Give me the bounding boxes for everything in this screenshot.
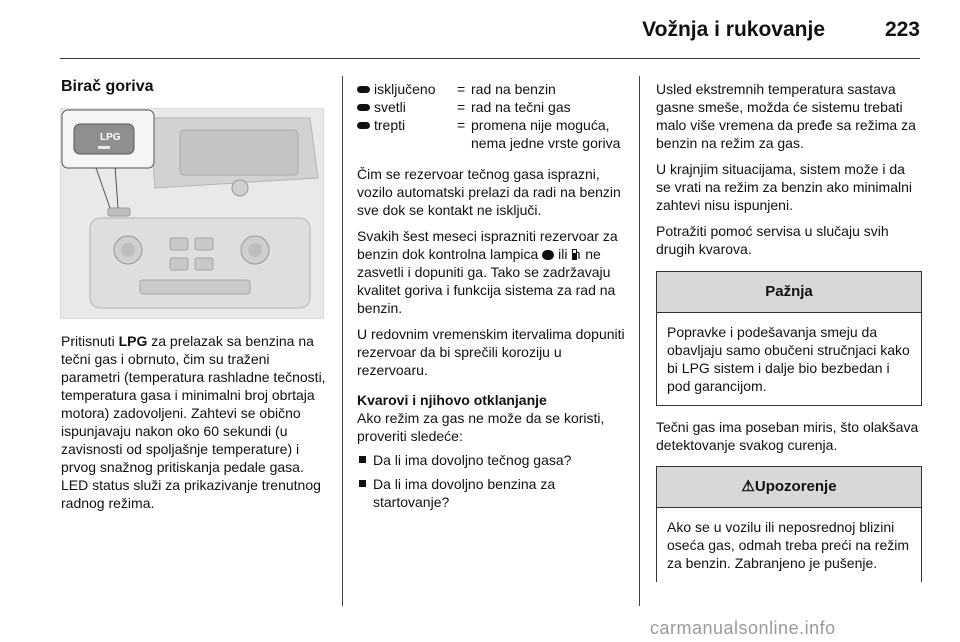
led-dot-icon <box>357 86 370 93</box>
subheading: Kvarovi i njihovo otklanjanje <box>357 392 547 408</box>
warning-lamp-icon <box>542 250 554 260</box>
warning-header: ⚠Upozorenje <box>657 467 921 508</box>
list-item: Da li ima dovoljno tečnog gasa? <box>357 451 625 469</box>
notice-title: Pažnja <box>657 272 921 313</box>
fuel-pump-icon <box>571 248 581 261</box>
paragraph: Potražiti pomoć servisa u slučaju svih drugih kvarova. <box>656 223 889 257</box>
lpg-button-label: LPG <box>100 132 121 143</box>
intro-paragraph: Pritisnuti LPG za prelazak sa benzina na tečni gas i obrnuto, čim su traženi parametri (temperatura rashladne tečnosti, temperatura gasa i minimalni broj obrtaja motora) zadovoljeni. Zahtevi se obično ispunjavaju nakon oko 60 sekundi (u zavisnosti od spoljašnje temperature) i prvog snažnog pritiskanja pedale gasa. LED status služi za prikazivanje trenutnog radnog režima. <box>61 333 326 511</box>
column-divider <box>639 76 640 606</box>
section-title: Birač goriva <box>61 78 154 95</box>
watermark: carmanualsonline.info <box>650 618 836 638</box>
paragraph: U redovnim vremenskim itervalima dopuniti rezervoar da bi sprečili koroziju u rezervoaru. <box>357 326 625 378</box>
lpg-keyword: LPG <box>118 333 148 349</box>
led-row: svetli = rad na tečni gas <box>357 98 625 116</box>
notice-body: Popravke i podešavanja smeju da obavljaju samo obučeni stručnjaci kako bi LPG sistem i dalje bio bezbedan i pod garancijom. <box>667 324 910 394</box>
led-dot-icon <box>357 122 370 129</box>
warning-triangle-icon: ⚠ <box>741 478 755 495</box>
checklist <box>357 451 625 511</box>
list-item: Da li ima dovoljno benzina za startovanje? <box>357 475 625 511</box>
led-status-table <box>357 80 625 152</box>
paragraph: Usled ekstremnih temperatura sastava gasne smeše, možda će sistemu trebati malo više vremena da pređe sa režima za benzin na režim za gas. <box>656 81 916 151</box>
led-row: trepti = promena nije moguća, nema jedne vrste goriva <box>357 116 625 152</box>
paragraph: Tečni gas ima poseban miris, što olakšava detektovanje svakog curenja. <box>656 419 919 453</box>
warning-box <box>656 466 922 582</box>
paragraph: Čim se rezervoar tečnog gasa isprazni, vozilo automatski prelazi da radi na benzin sve dok se kontakt ne isključi. <box>357 166 621 218</box>
led-dot-icon <box>357 104 370 111</box>
paragraph: Svakih šest meseci isprazniti rezervoar za benzin dok kontrolna lampica ili ne zasvetli i dopuniti ga. Tako se zadržavaju kvalitet goriva i funkcija sistema za rad na benzin. <box>357 228 618 316</box>
page-number: 223 <box>884 18 920 41</box>
header-rule <box>60 58 920 59</box>
paragraph: U krajnjim situacijama, sistem može i da se vrati na režim za benzin ako minimalni zahtevi nisu ispunjeni. <box>656 161 912 213</box>
paragraph: Ako režim za gas ne može da se koristi, proveriti sledeće: <box>357 410 605 444</box>
column-1 <box>61 332 326 512</box>
notice-box <box>656 271 922 406</box>
running-header: Vožnja i rukovanje <box>642 18 825 41</box>
led-row: isključeno = rad na benzin <box>357 80 625 98</box>
column-divider <box>342 76 343 606</box>
column-3 <box>656 80 922 582</box>
column-2 <box>357 80 625 511</box>
warning-body: Ako se u vozilu ili neposrednoj blizini oseća gas, odmah treba preći na režim za benzin. Zabranjeno je pušenje. <box>667 519 910 571</box>
